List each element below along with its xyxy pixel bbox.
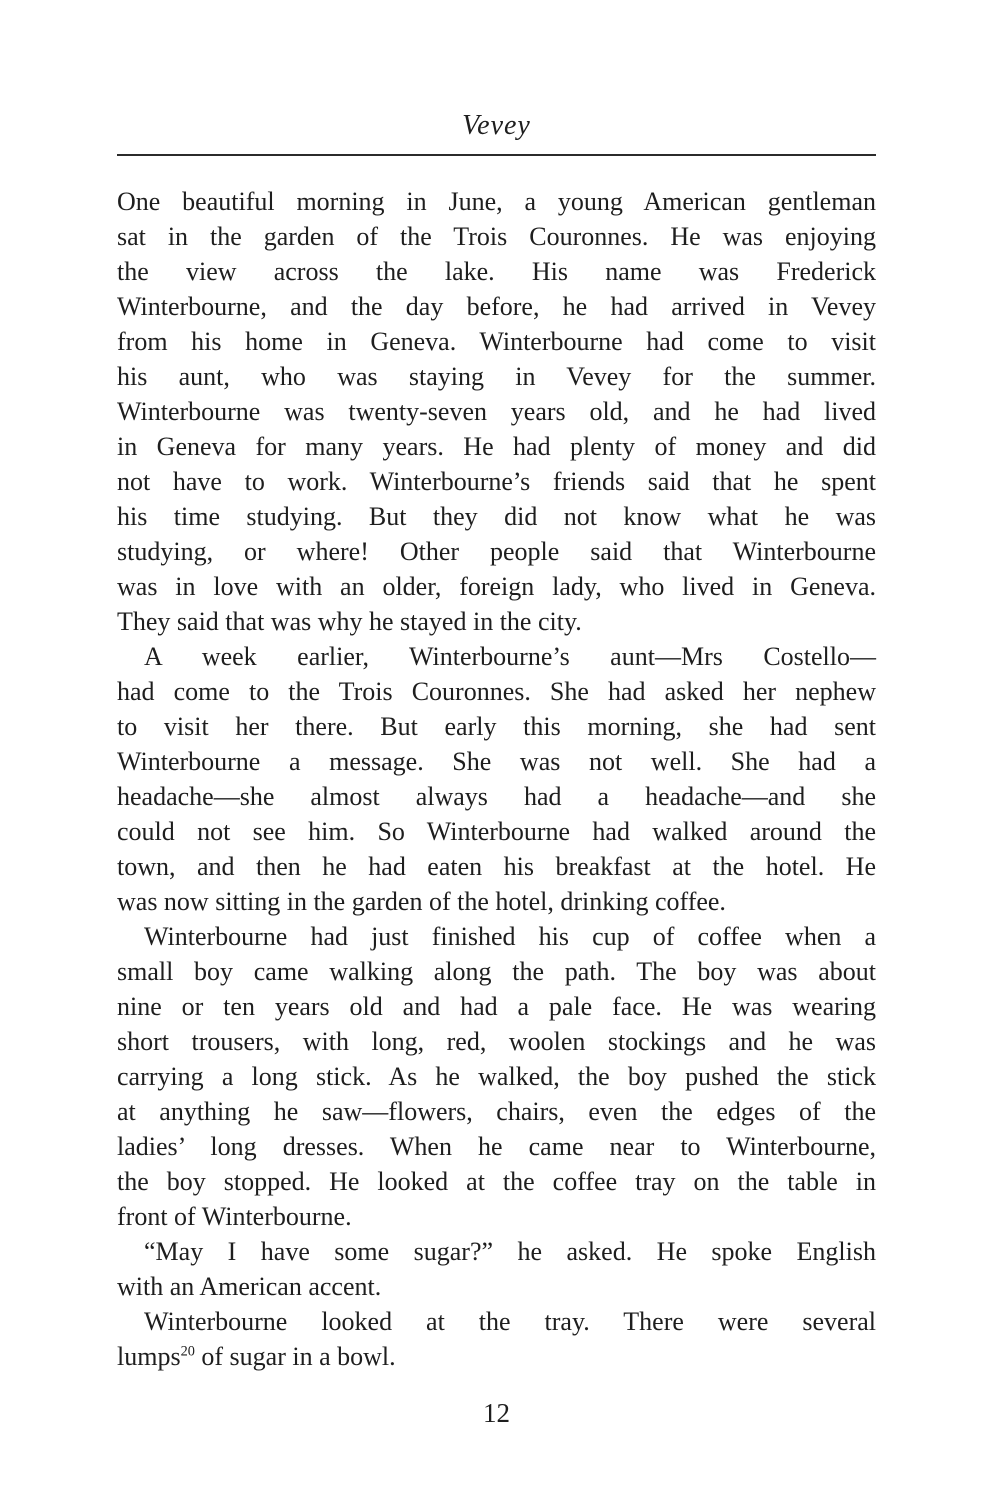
paragraph bbox=[117, 184, 876, 639]
running-header-title: Vevey bbox=[462, 110, 531, 141]
text-line: sat in the garden of the Trois Couronnes. He was enjoying bbox=[117, 222, 876, 251]
text-line: They said that was why he stayed in the city. bbox=[117, 607, 582, 636]
footnote-marker: 20 bbox=[180, 1343, 195, 1360]
paragraph bbox=[117, 919, 876, 1234]
text-line: Winterbourne had just finished his cup of coffee when a bbox=[144, 922, 876, 951]
page-body bbox=[117, 184, 876, 1374]
text-line: not have to work. Winterbourne’s friends said that he spent bbox=[117, 467, 876, 496]
paragraph bbox=[117, 639, 876, 919]
text-line: One beautiful morning in June, a young American gentleman bbox=[117, 187, 876, 216]
text-line: Winterbourne was twenty-seven years old, and he had lived bbox=[117, 397, 876, 426]
book-page bbox=[117, 0, 876, 1431]
text-line: his time studying. But they did not know what he was bbox=[117, 502, 876, 531]
text-line: A week earlier, Winterbourne’s aunt—Mrs Costello— bbox=[144, 642, 876, 671]
text-line: was now sitting in the garden of the hotel, drinking coffee. bbox=[117, 887, 726, 916]
text-line: the view across the lake. His name was Frederick bbox=[117, 257, 876, 286]
text-line: Winterbourne a message. She was not well. She had a bbox=[117, 747, 876, 776]
text-line: lumps$^{20}$ of sugar in a bowl. bbox=[117, 1342, 396, 1371]
text-line: ladies’ long dresses. When he came near to Winterbourne, bbox=[117, 1132, 876, 1161]
text-line: Winterbourne looked at the tray. There were several bbox=[144, 1307, 876, 1336]
text-line: headache—she almost always had a headache—and she bbox=[117, 782, 876, 811]
text-line: studying, or where! Other people said that Winterbourne bbox=[117, 537, 876, 566]
text-line: with an American accent. bbox=[117, 1272, 382, 1301]
text-line: was in love with an older, foreign lady, who lived in Geneva. bbox=[117, 572, 876, 601]
text-line: town, and then he had eaten his breakfast at the hotel. He bbox=[117, 852, 876, 881]
text-line: the boy stopped. He looked at the coffee tray on the table in bbox=[117, 1167, 876, 1196]
text-line: could not see him. So Winterbourne had walked around the bbox=[117, 817, 876, 846]
text-line: short trousers, with long, red, woolen stockings and he was bbox=[117, 1027, 876, 1056]
header-rule bbox=[117, 154, 876, 156]
text-line: his aunt, who was staying in Vevey for the summer. bbox=[117, 362, 876, 391]
text-line: “May I have some sugar?” he asked. He spoke English bbox=[144, 1237, 876, 1266]
text-line: small boy came walking along the path. The boy was about bbox=[117, 957, 876, 986]
text-line: front of Winterbourne. bbox=[117, 1202, 352, 1231]
text-line: Winterbourne, and the day before, he had arrived in Vevey bbox=[117, 292, 876, 321]
page-number: 12 bbox=[483, 1398, 510, 1428]
text-line: from his home in Geneva. Winterbourne had come to visit bbox=[117, 327, 876, 356]
text-line: in Geneva for many years. He had plenty of money and did bbox=[117, 432, 876, 461]
text-line: had come to the Trois Couronnes. She had asked her nephew bbox=[117, 677, 876, 706]
paragraph bbox=[117, 1234, 876, 1304]
text-line: at anything he saw—flowers, chairs, even the edges of the bbox=[117, 1097, 876, 1126]
text-line: to visit her there. But early this morning, she had sent bbox=[117, 712, 876, 741]
text-line: carrying a long stick. As he walked, the boy pushed the stick bbox=[117, 1062, 876, 1091]
paragraph bbox=[117, 1304, 876, 1374]
text-line: nine or ten years old and had a pale face. He was wearing bbox=[117, 992, 876, 1021]
